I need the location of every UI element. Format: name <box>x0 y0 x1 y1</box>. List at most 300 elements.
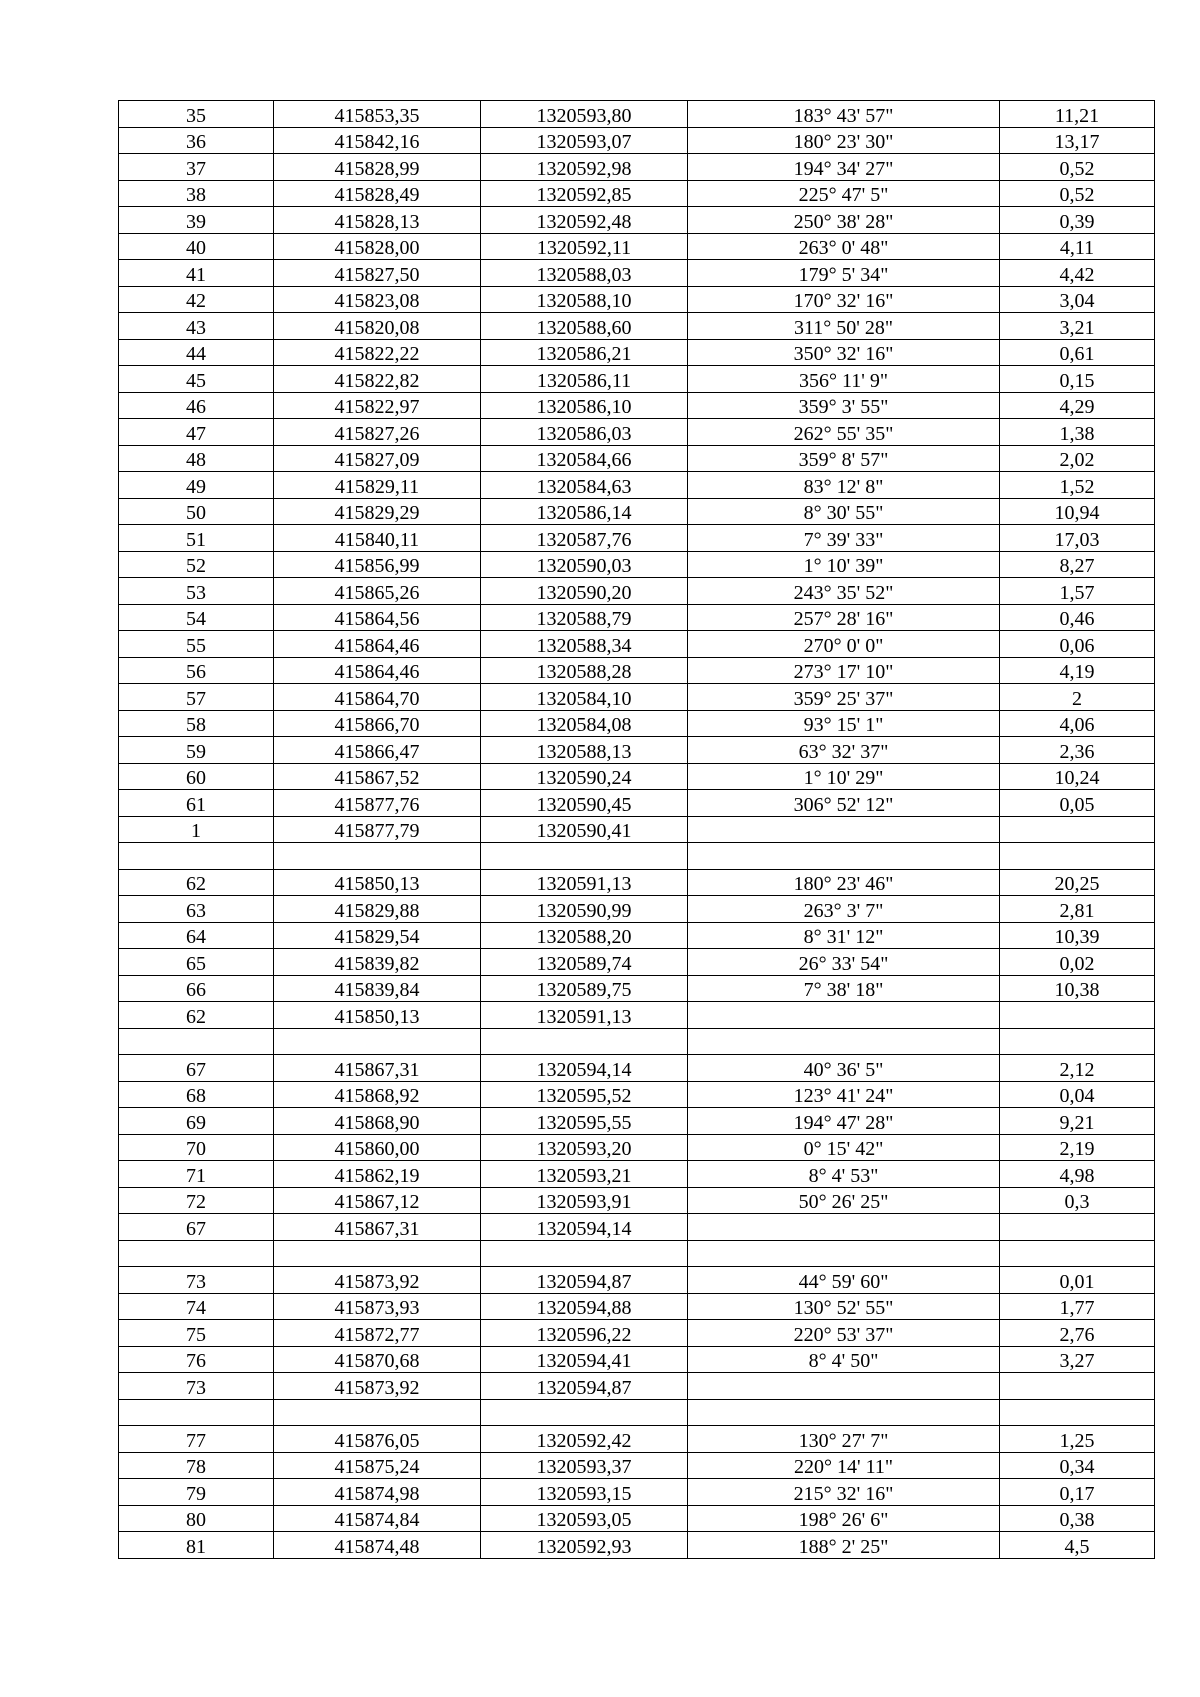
x-coordinate-cell: 415856,99 <box>274 551 481 578</box>
x-coordinate-cell: 415877,79 <box>274 816 481 843</box>
point-number-cell: 77 <box>119 1426 274 1453</box>
distance-cell <box>1000 1240 1155 1267</box>
table-row <box>119 1293 1155 1320</box>
direction-angle-cell: 250° 38' 28" <box>688 207 1000 234</box>
x-coordinate-cell <box>274 843 481 870</box>
distance-cell: 3,04 <box>1000 286 1155 313</box>
distance-cell: 2,76 <box>1000 1320 1155 1347</box>
y-coordinate-cell: 1320590,41 <box>481 816 688 843</box>
distance-cell: 11,21 <box>1000 101 1155 128</box>
table-row <box>119 1426 1155 1453</box>
y-coordinate-cell: 1320594,14 <box>481 1214 688 1241</box>
y-coordinate-cell: 1320593,80 <box>481 101 688 128</box>
direction-angle-cell: 130° 27' 7" <box>688 1426 1000 1453</box>
y-coordinate-cell: 1320590,99 <box>481 896 688 923</box>
direction-angle-cell: 220° 53' 37" <box>688 1320 1000 1347</box>
point-number-cell: 47 <box>119 419 274 446</box>
x-coordinate-cell: 415868,90 <box>274 1108 481 1135</box>
direction-angle-cell: 220° 14' 11" <box>688 1452 1000 1479</box>
distance-cell: 4,5 <box>1000 1532 1155 1559</box>
direction-angle-cell: 194° 34' 27" <box>688 154 1000 181</box>
table-row <box>119 1240 1155 1267</box>
table-row <box>119 260 1155 287</box>
x-coordinate-cell: 415864,46 <box>274 657 481 684</box>
table-row <box>119 1346 1155 1373</box>
point-number-cell: 53 <box>119 578 274 605</box>
x-coordinate-cell: 415875,24 <box>274 1452 481 1479</box>
distance-cell: 2,81 <box>1000 896 1155 923</box>
point-number-cell: 45 <box>119 366 274 393</box>
point-number-cell: 1 <box>119 816 274 843</box>
y-coordinate-cell: 1320589,75 <box>481 975 688 1002</box>
direction-angle-cell: 356° 11' 9" <box>688 366 1000 393</box>
coordinates-table-body <box>119 101 1155 1559</box>
point-number-cell: 76 <box>119 1346 274 1373</box>
point-number-cell: 41 <box>119 260 274 287</box>
table-row <box>119 286 1155 313</box>
x-coordinate-cell: 415829,29 <box>274 498 481 525</box>
y-coordinate-cell: 1320594,41 <box>481 1346 688 1373</box>
table-row <box>119 1081 1155 1108</box>
table-row <box>119 1055 1155 1082</box>
table-row <box>119 604 1155 631</box>
distance-cell: 0,05 <box>1000 790 1155 817</box>
y-coordinate-cell: 1320588,34 <box>481 631 688 658</box>
distance-cell: 4,29 <box>1000 392 1155 419</box>
point-number-cell: 46 <box>119 392 274 419</box>
distance-cell: 1,38 <box>1000 419 1155 446</box>
y-coordinate-cell: 1320586,10 <box>481 392 688 419</box>
y-coordinate-cell: 1320596,22 <box>481 1320 688 1347</box>
direction-angle-cell: 311° 50' 28" <box>688 313 1000 340</box>
direction-angle-cell <box>688 1028 1000 1055</box>
table-row <box>119 445 1155 472</box>
y-coordinate-cell: 1320588,20 <box>481 922 688 949</box>
distance-cell <box>1000 1214 1155 1241</box>
y-coordinate-cell: 1320586,21 <box>481 339 688 366</box>
table-row <box>119 843 1155 870</box>
point-number-cell: 49 <box>119 472 274 499</box>
distance-cell <box>1000 1028 1155 1055</box>
x-coordinate-cell: 415866,70 <box>274 710 481 737</box>
y-coordinate-cell: 1320592,11 <box>481 233 688 260</box>
x-coordinate-cell: 415860,00 <box>274 1134 481 1161</box>
y-coordinate-cell: 1320593,07 <box>481 127 688 154</box>
y-coordinate-cell: 1320586,11 <box>481 366 688 393</box>
direction-angle-cell <box>688 1373 1000 1400</box>
point-number-cell: 72 <box>119 1187 274 1214</box>
point-number-cell: 69 <box>119 1108 274 1135</box>
direction-angle-cell: 263° 3' 7" <box>688 896 1000 923</box>
y-coordinate-cell: 1320588,28 <box>481 657 688 684</box>
direction-angle-cell: 180° 23' 46" <box>688 869 1000 896</box>
direction-angle-cell: 93° 15' 1" <box>688 710 1000 737</box>
distance-cell: 10,39 <box>1000 922 1155 949</box>
point-number-cell: 63 <box>119 896 274 923</box>
direction-angle-cell: 8° 4' 50" <box>688 1346 1000 1373</box>
direction-angle-cell: 194° 47' 28" <box>688 1108 1000 1135</box>
distance-cell: 2 <box>1000 684 1155 711</box>
direction-angle-cell: 50° 26' 25" <box>688 1187 1000 1214</box>
distance-cell: 8,27 <box>1000 551 1155 578</box>
point-number-cell: 57 <box>119 684 274 711</box>
x-coordinate-cell: 415822,22 <box>274 339 481 366</box>
table-row <box>119 1028 1155 1055</box>
point-number-cell <box>119 843 274 870</box>
direction-angle-cell: 262° 55' 35" <box>688 419 1000 446</box>
distance-cell: 0,06 <box>1000 631 1155 658</box>
point-number-cell: 78 <box>119 1452 274 1479</box>
x-coordinate-cell <box>274 1399 481 1426</box>
point-number-cell <box>119 1240 274 1267</box>
table-row <box>119 1505 1155 1532</box>
direction-angle-cell: 1° 10' 39" <box>688 551 1000 578</box>
distance-cell: 0,02 <box>1000 949 1155 976</box>
table-row <box>119 1320 1155 1347</box>
direction-angle-cell: 123° 41' 24" <box>688 1081 1000 1108</box>
distance-cell: 10,24 <box>1000 763 1155 790</box>
y-coordinate-cell: 1320592,93 <box>481 1532 688 1559</box>
x-coordinate-cell: 415850,13 <box>274 869 481 896</box>
x-coordinate-cell: 415839,84 <box>274 975 481 1002</box>
direction-angle-cell <box>688 1214 1000 1241</box>
distance-cell: 0,52 <box>1000 154 1155 181</box>
table-row <box>119 631 1155 658</box>
x-coordinate-cell: 415865,26 <box>274 578 481 605</box>
x-coordinate-cell: 415874,84 <box>274 1505 481 1532</box>
point-number-cell: 67 <box>119 1214 274 1241</box>
table-row <box>119 1532 1155 1559</box>
y-coordinate-cell: 1320588,03 <box>481 260 688 287</box>
x-coordinate-cell: 415864,56 <box>274 604 481 631</box>
direction-angle-cell: 359° 25' 37" <box>688 684 1000 711</box>
y-coordinate-cell: 1320592,98 <box>481 154 688 181</box>
direction-angle-cell: 7° 38' 18" <box>688 975 1000 1002</box>
x-coordinate-cell: 415829,11 <box>274 472 481 499</box>
y-coordinate-cell: 1320592,85 <box>481 180 688 207</box>
y-coordinate-cell: 1320590,24 <box>481 763 688 790</box>
distance-cell: 13,17 <box>1000 127 1155 154</box>
y-coordinate-cell: 1320591,13 <box>481 1002 688 1029</box>
y-coordinate-cell: 1320587,76 <box>481 525 688 552</box>
y-coordinate-cell: 1320590,03 <box>481 551 688 578</box>
distance-cell: 0,46 <box>1000 604 1155 631</box>
y-coordinate-cell <box>481 1399 688 1426</box>
distance-cell: 0,34 <box>1000 1452 1155 1479</box>
y-coordinate-cell: 1320594,14 <box>481 1055 688 1082</box>
table-row <box>119 1187 1155 1214</box>
table-row <box>119 498 1155 525</box>
y-coordinate-cell: 1320586,14 <box>481 498 688 525</box>
direction-angle-cell: 83° 12' 8" <box>688 472 1000 499</box>
x-coordinate-cell: 415829,54 <box>274 922 481 949</box>
point-number-cell: 52 <box>119 551 274 578</box>
x-coordinate-cell: 415820,08 <box>274 313 481 340</box>
point-number-cell: 68 <box>119 1081 274 1108</box>
direction-angle-cell: 8° 30' 55" <box>688 498 1000 525</box>
distance-cell: 4,98 <box>1000 1161 1155 1188</box>
distance-cell: 0,15 <box>1000 366 1155 393</box>
distance-cell: 2,36 <box>1000 737 1155 764</box>
distance-cell: 2,12 <box>1000 1055 1155 1082</box>
direction-angle-cell <box>688 1002 1000 1029</box>
distance-cell: 17,03 <box>1000 525 1155 552</box>
x-coordinate-cell: 415828,00 <box>274 233 481 260</box>
table-row <box>119 551 1155 578</box>
point-number-cell: 35 <box>119 101 274 128</box>
x-coordinate-cell: 415873,92 <box>274 1373 481 1400</box>
y-coordinate-cell: 1320588,79 <box>481 604 688 631</box>
table-row <box>119 101 1155 128</box>
table-row <box>119 180 1155 207</box>
point-number-cell: 44 <box>119 339 274 366</box>
direction-angle-cell: 263° 0' 48" <box>688 233 1000 260</box>
direction-angle-cell: 180° 23' 30" <box>688 127 1000 154</box>
y-coordinate-cell: 1320584,66 <box>481 445 688 472</box>
x-coordinate-cell <box>274 1240 481 1267</box>
table-row <box>119 684 1155 711</box>
distance-cell <box>1000 816 1155 843</box>
direction-angle-cell: 215° 32' 16" <box>688 1479 1000 1506</box>
x-coordinate-cell: 415867,31 <box>274 1214 481 1241</box>
x-coordinate-cell: 415873,93 <box>274 1293 481 1320</box>
x-coordinate-cell: 415864,70 <box>274 684 481 711</box>
point-number-cell: 48 <box>119 445 274 472</box>
y-coordinate-cell <box>481 1028 688 1055</box>
table-row <box>119 127 1155 154</box>
table-row <box>119 1479 1155 1506</box>
y-coordinate-cell: 1320588,10 <box>481 286 688 313</box>
y-coordinate-cell: 1320584,63 <box>481 472 688 499</box>
x-coordinate-cell: 415823,08 <box>274 286 481 313</box>
distance-cell: 4,11 <box>1000 233 1155 260</box>
direction-angle-cell: 225° 47' 5" <box>688 180 1000 207</box>
y-coordinate-cell: 1320593,37 <box>481 1452 688 1479</box>
y-coordinate-cell: 1320595,55 <box>481 1108 688 1135</box>
direction-angle-cell: 198° 26' 6" <box>688 1505 1000 1532</box>
point-number-cell: 38 <box>119 180 274 207</box>
x-coordinate-cell: 415827,50 <box>274 260 481 287</box>
y-coordinate-cell: 1320590,20 <box>481 578 688 605</box>
y-coordinate-cell: 1320594,87 <box>481 1373 688 1400</box>
direction-angle-cell: 359° 8' 57" <box>688 445 1000 472</box>
table-row <box>119 1134 1155 1161</box>
point-number-cell: 74 <box>119 1293 274 1320</box>
table-row <box>119 1267 1155 1294</box>
direction-angle-cell: 7° 39' 33" <box>688 525 1000 552</box>
distance-cell <box>1000 1399 1155 1426</box>
point-number-cell: 81 <box>119 1532 274 1559</box>
point-number-cell <box>119 1399 274 1426</box>
distance-cell: 0,04 <box>1000 1081 1155 1108</box>
x-coordinate-cell: 415828,99 <box>274 154 481 181</box>
point-number-cell: 56 <box>119 657 274 684</box>
distance-cell: 2,19 <box>1000 1134 1155 1161</box>
x-coordinate-cell: 415872,77 <box>274 1320 481 1347</box>
table-row <box>119 154 1155 181</box>
table-row <box>119 339 1155 366</box>
distance-cell: 0,17 <box>1000 1479 1155 1506</box>
x-coordinate-cell: 415822,97 <box>274 392 481 419</box>
table-row <box>119 710 1155 737</box>
direction-angle-cell: 8° 31' 12" <box>688 922 1000 949</box>
y-coordinate-cell: 1320590,45 <box>481 790 688 817</box>
direction-angle-cell: 183° 43' 57" <box>688 101 1000 128</box>
distance-cell: 10,94 <box>1000 498 1155 525</box>
point-number-cell: 79 <box>119 1479 274 1506</box>
y-coordinate-cell: 1320584,10 <box>481 684 688 711</box>
distance-cell: 1,57 <box>1000 578 1155 605</box>
y-coordinate-cell: 1320591,13 <box>481 869 688 896</box>
coordinates-table <box>118 100 1155 1559</box>
direction-angle-cell: 0° 15' 42" <box>688 1134 1000 1161</box>
table-row <box>119 763 1155 790</box>
point-number-cell: 59 <box>119 737 274 764</box>
point-number-cell: 61 <box>119 790 274 817</box>
x-coordinate-cell: 415867,12 <box>274 1187 481 1214</box>
x-coordinate-cell: 415864,46 <box>274 631 481 658</box>
point-number-cell: 51 <box>119 525 274 552</box>
direction-angle-cell: 130° 52' 55" <box>688 1293 1000 1320</box>
table-row <box>119 1002 1155 1029</box>
point-number-cell: 70 <box>119 1134 274 1161</box>
table-row <box>119 1452 1155 1479</box>
x-coordinate-cell: 415839,82 <box>274 949 481 976</box>
y-coordinate-cell: 1320592,48 <box>481 207 688 234</box>
point-number-cell: 60 <box>119 763 274 790</box>
x-coordinate-cell: 415850,13 <box>274 1002 481 1029</box>
distance-cell: 4,42 <box>1000 260 1155 287</box>
table-row <box>119 207 1155 234</box>
x-coordinate-cell: 415853,35 <box>274 101 481 128</box>
distance-cell: 1,25 <box>1000 1426 1155 1453</box>
distance-cell: 3,27 <box>1000 1346 1155 1373</box>
point-number-cell: 37 <box>119 154 274 181</box>
x-coordinate-cell: 415867,31 <box>274 1055 481 1082</box>
table-row <box>119 1373 1155 1400</box>
y-coordinate-cell: 1320589,74 <box>481 949 688 976</box>
direction-angle-cell: 170° 32' 16" <box>688 286 1000 313</box>
x-coordinate-cell: 415827,26 <box>274 419 481 446</box>
x-coordinate-cell: 415874,98 <box>274 1479 481 1506</box>
y-coordinate-cell: 1320586,03 <box>481 419 688 446</box>
direction-angle-cell: 40° 36' 5" <box>688 1055 1000 1082</box>
y-coordinate-cell: 1320593,05 <box>481 1505 688 1532</box>
direction-angle-cell: 350° 32' 16" <box>688 339 1000 366</box>
direction-angle-cell: 44° 59' 60" <box>688 1267 1000 1294</box>
x-coordinate-cell: 415862,19 <box>274 1161 481 1188</box>
direction-angle-cell: 270° 0' 0" <box>688 631 1000 658</box>
x-coordinate-cell: 415873,92 <box>274 1267 481 1294</box>
y-coordinate-cell <box>481 843 688 870</box>
table-row <box>119 1161 1155 1188</box>
table-row <box>119 737 1155 764</box>
y-coordinate-cell: 1320584,08 <box>481 710 688 737</box>
table-row <box>119 816 1155 843</box>
table-row <box>119 1399 1155 1426</box>
table-row <box>119 525 1155 552</box>
point-number-cell: 50 <box>119 498 274 525</box>
x-coordinate-cell: 415870,68 <box>274 1346 481 1373</box>
point-number-cell: 42 <box>119 286 274 313</box>
point-number-cell: 75 <box>119 1320 274 1347</box>
distance-cell: 4,06 <box>1000 710 1155 737</box>
table-row <box>119 896 1155 923</box>
distance-cell <box>1000 843 1155 870</box>
point-number-cell: 55 <box>119 631 274 658</box>
x-coordinate-cell: 415840,11 <box>274 525 481 552</box>
y-coordinate-cell: 1320592,42 <box>481 1426 688 1453</box>
y-coordinate-cell: 1320593,91 <box>481 1187 688 1214</box>
y-coordinate-cell: 1320588,13 <box>481 737 688 764</box>
point-number-cell: 43 <box>119 313 274 340</box>
table-row <box>119 790 1155 817</box>
y-coordinate-cell: 1320593,20 <box>481 1134 688 1161</box>
point-number-cell: 54 <box>119 604 274 631</box>
point-number-cell: 73 <box>119 1373 274 1400</box>
table-row <box>119 472 1155 499</box>
y-coordinate-cell: 1320593,15 <box>481 1479 688 1506</box>
direction-angle-cell: 273° 17' 10" <box>688 657 1000 684</box>
table-row <box>119 1214 1155 1241</box>
x-coordinate-cell: 415827,09 <box>274 445 481 472</box>
point-number-cell: 73 <box>119 1267 274 1294</box>
point-number-cell: 40 <box>119 233 274 260</box>
x-coordinate-cell: 415842,16 <box>274 127 481 154</box>
table-row <box>119 657 1155 684</box>
x-coordinate-cell: 415866,47 <box>274 737 481 764</box>
point-number-cell: 66 <box>119 975 274 1002</box>
point-number-cell: 64 <box>119 922 274 949</box>
distance-cell: 0,01 <box>1000 1267 1155 1294</box>
distance-cell: 1,77 <box>1000 1293 1155 1320</box>
table-row <box>119 313 1155 340</box>
table-row <box>119 975 1155 1002</box>
y-coordinate-cell: 1320594,87 <box>481 1267 688 1294</box>
table-row <box>119 366 1155 393</box>
point-number-cell: 62 <box>119 869 274 896</box>
direction-angle-cell: 188° 2' 25" <box>688 1532 1000 1559</box>
direction-angle-cell: 243° 35' 52" <box>688 578 1000 605</box>
distance-cell <box>1000 1002 1155 1029</box>
point-number-cell: 71 <box>119 1161 274 1188</box>
point-number-cell: 67 <box>119 1055 274 1082</box>
point-number-cell: 80 <box>119 1505 274 1532</box>
direction-angle-cell <box>688 1240 1000 1267</box>
x-coordinate-cell: 415867,52 <box>274 763 481 790</box>
y-coordinate-cell: 1320593,21 <box>481 1161 688 1188</box>
x-coordinate-cell <box>274 1028 481 1055</box>
table-row <box>119 419 1155 446</box>
y-coordinate-cell: 1320595,52 <box>481 1081 688 1108</box>
direction-angle-cell: 8° 4' 53" <box>688 1161 1000 1188</box>
point-number-cell <box>119 1028 274 1055</box>
x-coordinate-cell: 415874,48 <box>274 1532 481 1559</box>
distance-cell: 0,38 <box>1000 1505 1155 1532</box>
table-row <box>119 578 1155 605</box>
x-coordinate-cell: 415828,13 <box>274 207 481 234</box>
point-number-cell: 36 <box>119 127 274 154</box>
x-coordinate-cell: 415876,05 <box>274 1426 481 1453</box>
x-coordinate-cell: 415868,92 <box>274 1081 481 1108</box>
point-number-cell: 62 <box>119 1002 274 1029</box>
direction-angle-cell: 257° 28' 16" <box>688 604 1000 631</box>
distance-cell: 1,52 <box>1000 472 1155 499</box>
x-coordinate-cell: 415877,76 <box>274 790 481 817</box>
point-number-cell: 39 <box>119 207 274 234</box>
x-coordinate-cell: 415829,88 <box>274 896 481 923</box>
distance-cell <box>1000 1373 1155 1400</box>
